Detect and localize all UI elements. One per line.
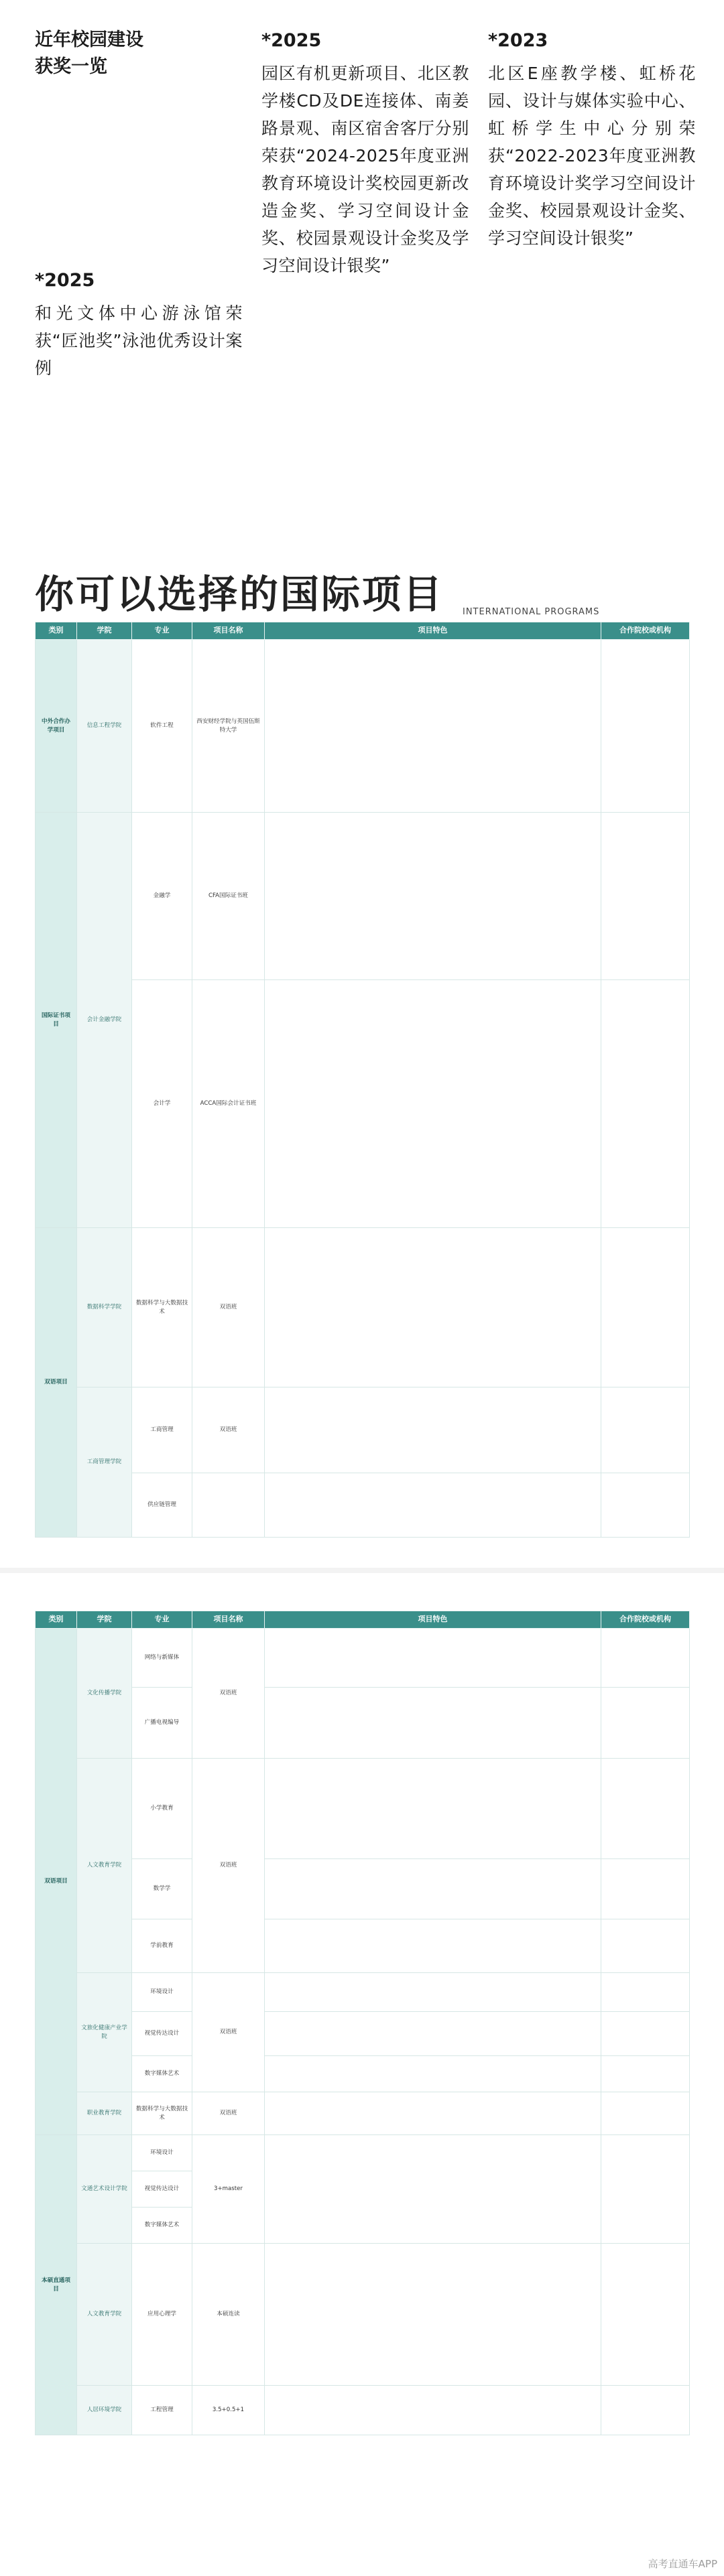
cell-features: [265, 2056, 601, 2092]
header-features: 项目特色: [265, 1611, 601, 1629]
table-row: [36, 2386, 690, 2435]
cell-partners: [601, 1228, 690, 1387]
header-college: 学院: [77, 1611, 132, 1629]
cell-partners: [601, 1473, 690, 1538]
cell-features: [265, 2244, 601, 2386]
cell-category: 国际证书项目: [36, 813, 77, 1228]
cell-partners: [601, 1387, 690, 1473]
table-header-row: [36, 622, 690, 640]
cell-partners: [601, 2012, 690, 2056]
cell-partners: [601, 2092, 690, 2135]
cell-partners: [601, 1688, 690, 1759]
cell-partners: [601, 2135, 690, 2244]
cell-major: 应用心理学: [132, 2244, 192, 2386]
cell-major: 小学教育: [132, 1759, 192, 1859]
cell-features: [265, 2012, 601, 2056]
cell-major: 网络与新媒体: [132, 1629, 192, 1688]
cell-category: 本硕直通项目: [36, 2135, 77, 2435]
awards-section: [0, 0, 724, 442]
cell-college: 文旅化健康产业学院: [77, 1973, 132, 2092]
cell-name: ACCA国际会计证书班: [192, 980, 265, 1228]
cell-major: 学前教育: [132, 1919, 192, 1973]
cell-college: 数据科学学院: [77, 1228, 132, 1387]
award-year: *2025: [261, 30, 322, 51]
table-row: [36, 1473, 690, 1538]
cell-name: 双语班: [192, 1387, 265, 1473]
cell-features: [265, 1688, 601, 1759]
cell-features: [265, 640, 601, 813]
cell-name: 3+master: [192, 2135, 265, 2244]
award-item: [488, 27, 696, 252]
table-row: [36, 1629, 690, 1688]
header-category: 类别: [36, 1611, 77, 1629]
cell-partners: [601, 2056, 690, 2092]
cell-features: [265, 1973, 601, 2012]
cell-features: [265, 2092, 601, 2135]
cell-partners: [601, 640, 690, 813]
cell-category: 中外合作办学项目: [36, 640, 77, 813]
table-row: [36, 2092, 690, 2135]
cell-features: [265, 1387, 601, 1473]
award-text: 园区有机更新项目、北区教学楼CD及DE连接体、南姜路景观、南区宿舍客厅分别荣获“2024-2025年度亚洲教育环境设计奖校园更新改造金奖、学习空间设计金奖、校园景观设计金奖及学习空间设计银奖”: [261, 64, 469, 275]
cell-major: 视觉传达设计: [132, 2012, 192, 2056]
cell-major: 数字媒体艺术: [132, 2056, 192, 2092]
cell-partners: [601, 980, 690, 1228]
cell-college: 人文教育学院: [77, 2244, 132, 2386]
table-row: [36, 813, 690, 980]
cell-features: [265, 1759, 601, 1859]
cell-major: 供应链管理: [132, 1473, 192, 1538]
table-row: [36, 1387, 690, 1473]
programs-table-1: [35, 622, 690, 1538]
cell-name: 本硕连读: [192, 2244, 265, 2386]
award-text: 北区E座教学楼、虹桥花园、设计与媒体实验中心、虹桥学生中心分别荣获“2022-2023年度亚洲教育环境设计奖学习空间设计金奖、校园景观设计金奖、学习空间设计银奖”: [488, 64, 696, 248]
cell-college: 会计金融学院: [77, 813, 132, 1228]
cell-college: 人居环境学院: [77, 2386, 132, 2435]
cell-category: 双语项目: [36, 1228, 77, 1538]
header-features: 项目特色: [265, 622, 601, 640]
cell-major: 数据科学与大数据技术: [132, 1228, 192, 1387]
watermark-footer: 高考直通车APP: [648, 2558, 717, 2570]
cell-partners: [601, 2244, 690, 2386]
cell-features: [265, 813, 601, 980]
cell-college: 工商管理学院: [77, 1387, 132, 1538]
cell-name: 西安财经学院与英国伍斯特大学: [192, 640, 265, 813]
table-row: [36, 2244, 690, 2386]
cell-features: [265, 1919, 601, 1973]
header-college: 学院: [77, 622, 132, 640]
cell-name: 双语班: [192, 1759, 265, 1973]
cell-features: [265, 2135, 601, 2244]
table-row: [36, 1228, 690, 1387]
cell-features: [265, 1629, 601, 1688]
table-row: [36, 2056, 690, 2092]
cell-major: 环境设计: [132, 1973, 192, 2012]
award-item: [261, 27, 469, 279]
table-row: [36, 1973, 690, 2012]
cell-major: 会计学: [132, 980, 192, 1228]
table-row: [36, 2135, 690, 2171]
cell-major: 广播电视编导: [132, 1688, 192, 1759]
cell-major: 工程管理: [132, 2386, 192, 2435]
table-row: [36, 640, 690, 813]
cell-college: 信息工程学院: [77, 640, 132, 813]
table-row: [36, 1759, 690, 1859]
header-partners: 合作院校或机构: [601, 1611, 690, 1629]
cell-major: 数字媒体艺术: [132, 2208, 192, 2244]
cell-major: 金融学: [132, 813, 192, 980]
cell-partners: [601, 1973, 690, 2012]
award-text: 和光文体中心游泳馆荣获“匠池奖”泳池优秀设计案例: [35, 303, 243, 378]
cell-name: 双语班: [192, 1629, 265, 1759]
cell-major: 环境设计: [132, 2135, 192, 2171]
table-row: [36, 1919, 690, 1973]
header-partners: 合作院校或机构: [601, 622, 690, 640]
header-major: 专业: [132, 1611, 192, 1629]
cell-name: 双语班: [192, 2092, 265, 2135]
cell-college: 文化传播学院: [77, 1629, 132, 1759]
cell-partners: [601, 2386, 690, 2435]
header-major: 专业: [132, 622, 192, 640]
cell-features: [265, 1228, 601, 1387]
table-header-row: [36, 1611, 690, 1629]
cell-major: 工商管理: [132, 1387, 192, 1473]
cell-name: 双语班: [192, 1228, 265, 1387]
programs-subtitle: INTERNATIONAL PROGRAMS: [463, 607, 600, 617]
cell-partners: [601, 813, 690, 980]
header-program-name: 项目名称: [192, 1611, 265, 1629]
header-program-name: 项目名称: [192, 622, 265, 640]
table-row: [36, 980, 690, 1228]
cell-college: 职业教育学院: [77, 2092, 132, 2135]
cell-features: [265, 1473, 601, 1538]
cell-category: 双语项目: [36, 1629, 77, 2135]
cell-partners: [601, 1759, 690, 1859]
award-year: *2023: [488, 30, 548, 51]
cell-name: 双语班: [192, 1973, 265, 2092]
cell-features: [265, 980, 601, 1228]
programs-table-2: [35, 1611, 690, 2435]
cell-features: [265, 1859, 601, 1919]
cell-partners: [601, 1919, 690, 1973]
table-row: [36, 1688, 690, 1759]
award-year: *2025: [35, 270, 95, 291]
cell-name: [192, 1473, 265, 1538]
cell-major: 视觉传达设计: [132, 2171, 192, 2208]
awards-heading: 近年校园建设 获奖一览: [35, 29, 143, 77]
header-category: 类别: [36, 622, 77, 640]
cell-name: CFA国际证书班: [192, 813, 265, 980]
award-item: [35, 267, 243, 382]
programs-title: 你可以选择的国际项目: [35, 571, 444, 617]
table-row: [36, 2012, 690, 2056]
cell-college: 文通艺术设计学院: [77, 2135, 132, 2244]
cell-partners: [601, 1629, 690, 1688]
cell-college: 人文教育学院: [77, 1759, 132, 1973]
cell-name: 3.5+0.5+1: [192, 2386, 265, 2435]
cell-features: [265, 2386, 601, 2435]
cell-partners: [601, 1859, 690, 1919]
table-row: [36, 1859, 690, 1919]
page-divider: [0, 1568, 724, 1573]
cell-major: 软件工程: [132, 640, 192, 813]
cell-major: 数据科学与大数据技术: [132, 2092, 192, 2135]
cell-major: 数学学: [132, 1859, 192, 1919]
